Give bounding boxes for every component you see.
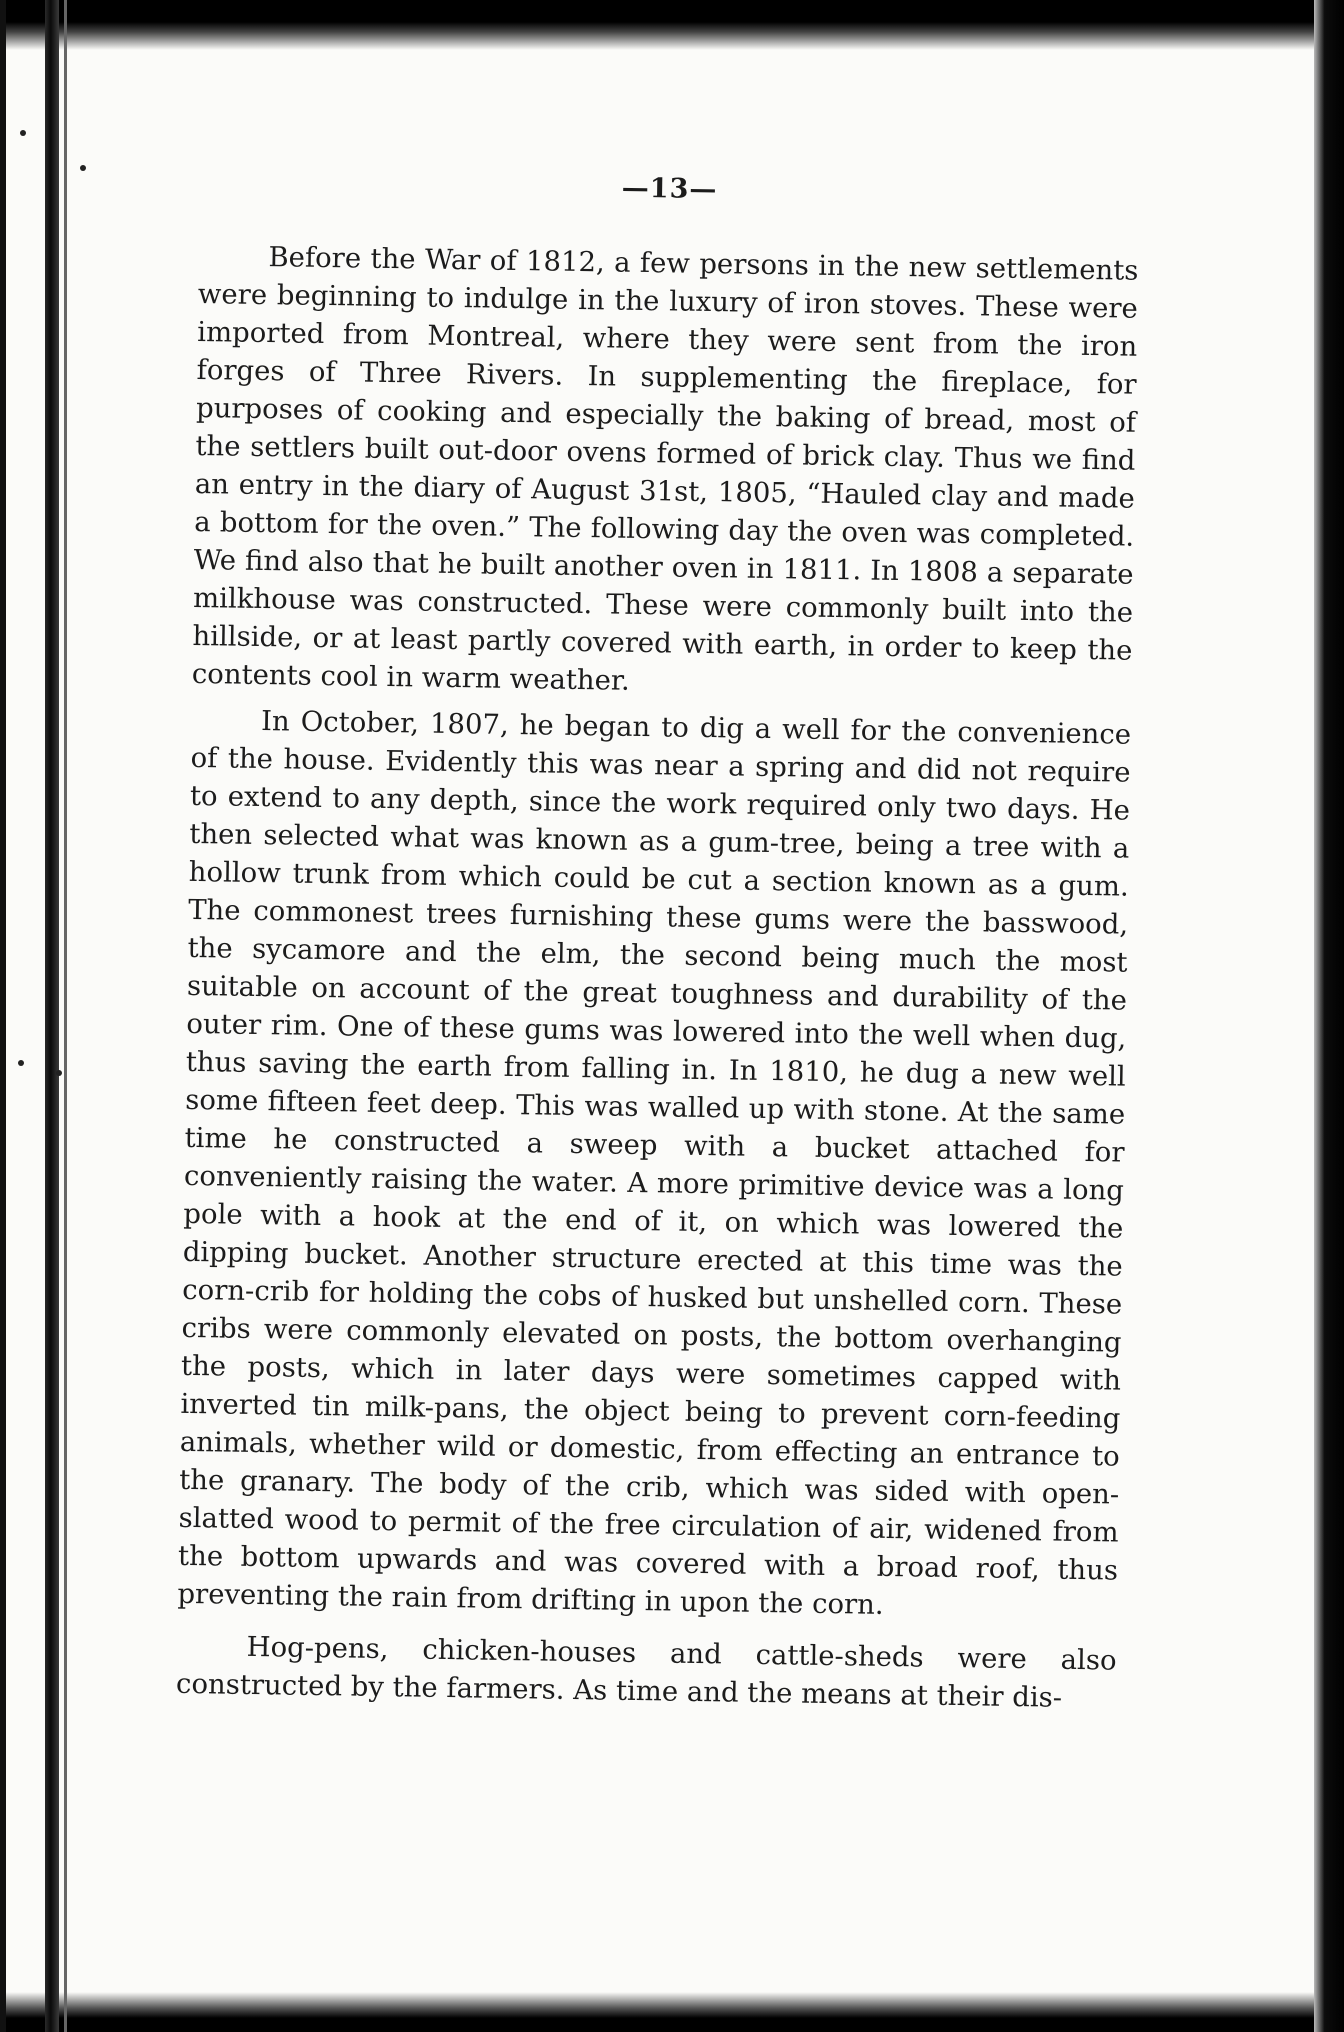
scan-border-right — [1314, 0, 1344, 2032]
scan-border-top — [0, 0, 1344, 50]
page-text-block — [176, 160, 1140, 1726]
binding-edge — [45, 0, 59, 2032]
paragraph: In October, 1807, he began to dig a well for the convenience of the house. Evidently this was near a spring and did not require to extend to any depth, since the work required only two days. He then selected what was known as a gum-tree, being a tree with a hollow trunk from which could be cut a section known as a gum. The commonest trees furnishing these gums were the basswood, the sycamore and the elm, the second being much the most suitable on account of the great toughness and durability of the outer rim. One of these gums was lowered into the well when dug, thus saving the earth from falling in. In 1810, he dug a new well some fifteen feet deep. This was walled up with stone. At the same time he constructed a sweep with a bucket attached for conveniently raising the water. A more primitive device was a long pole with a hook at the end of it, on which was lowered the dipping bucket. Another structure erected at this time was the corn-crib for holding the cobs of husked but unshelled corn. These cribs were commonly elevated on posts, the bottom overhanging the posts, which in later days were sometimes capped with inverted tin milk-pans, the object being to prevent corn-feeding animals, whether wild or domestic, from effecting an entrance to the granary. The body of the crib, which was sided with open-slatted wood to permit of the free circulation of air, widened from the bottom upwards and was covered with a broad roof, thus preventing the rain from drifting in upon the corn. — [177, 705, 1132, 1621]
speck-mark — [80, 165, 86, 171]
scan-border-bottom — [0, 1992, 1344, 2032]
speck-mark — [56, 1070, 62, 1076]
page-number: —13— — [621, 172, 718, 206]
paragraph: Hog-pens, chicken-houses and cattle-sheds were also constructed by the farmers. As time and the means at their dis- — [175, 1630, 1117, 1714]
speck-mark — [20, 130, 26, 136]
scan-border-left — [0, 0, 6, 2032]
speck-mark — [18, 1060, 24, 1066]
paragraph: Before the War of 1812, a few persons in the new settlements were beginning to indulge in the luxury of iron stoves. These were imported from Montreal, where they were sent from the iron forges of Three Rivers. In supplementing the fireplace, for purposes of cooking and especially the baking of bread, most of the settlers built out-door ovens formed of brick clay. Thus we find an entry in the diary of August 31st, 1805, “Hauled clay and made a bottom for the oven.” The following day the oven was completed. We find also that he built another oven in 1811. In 1808 a separate milkhouse was constructed. These were commonly built into the hillside, or at least partly covered with earth, in order to keep the contents cool in warm weather. — [191, 241, 1139, 697]
binding-edge-shadow — [64, 0, 67, 2032]
